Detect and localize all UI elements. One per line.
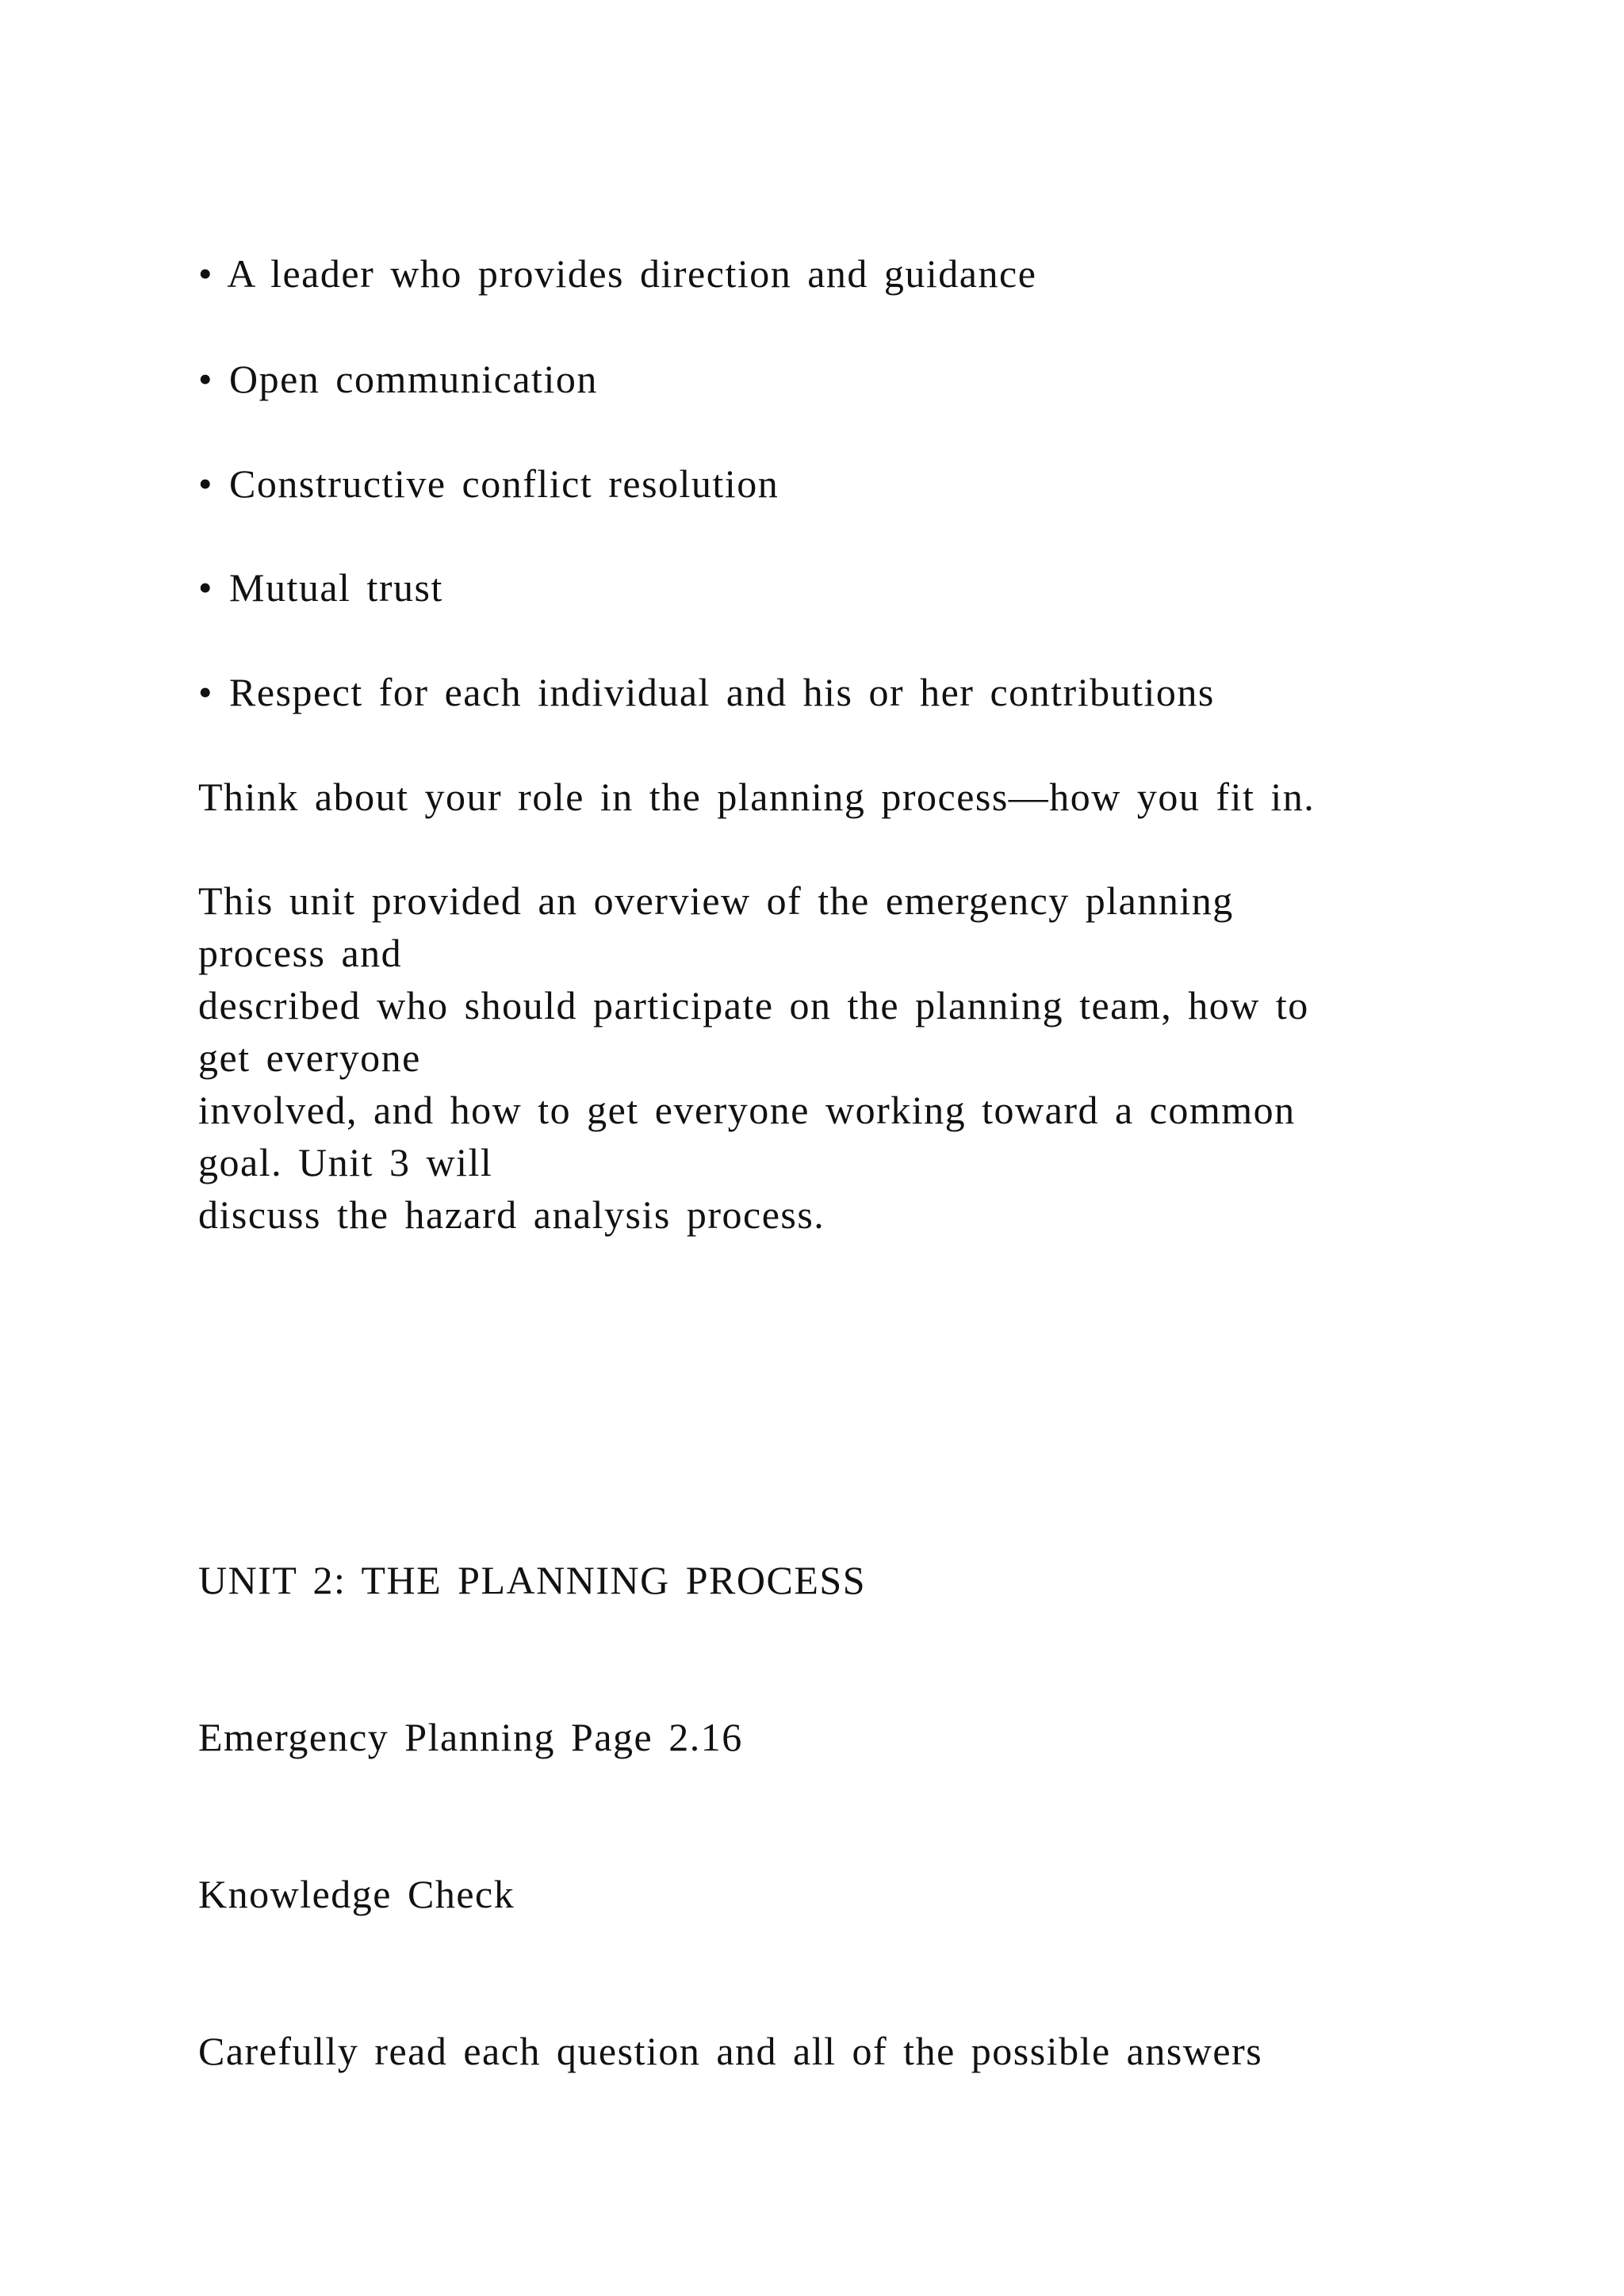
summary-line: get everyone [198, 1035, 421, 1080]
summary-line: discuss the hazard analysis process. [198, 1192, 825, 1237]
summary-line: described who should participate on the planning team, how to [198, 983, 1309, 1027]
page-footer-label: Emergency Planning Page 2.16 [198, 1715, 743, 1759]
summary-line: process and [198, 931, 403, 975]
bullet-item-conflict-resolution: • Constructive conflict resolution [198, 461, 779, 506]
summary-line: involved, and how to get everyone working toward a common [198, 1088, 1296, 1132]
bullet-item-leader: • A leader who provides direction and guidance [198, 251, 1037, 296]
summary-line: This unit provided an overview of the emergency planning [198, 878, 1234, 923]
role-paragraph: Think about your role in the planning process—how you fit in. [198, 775, 1316, 819]
bullet-item-respect: • Respect for each individual and his or her contributions [198, 670, 1215, 714]
instruction-text: Carefully read each question and all of the possible answers [198, 2029, 1263, 2073]
unit-heading: UNIT 2: THE PLANNING PROCESS [198, 1558, 867, 1602]
bullet-item-mutual-trust: • Mutual trust [198, 565, 443, 610]
bullet-item-communication: • Open communication [198, 357, 598, 401]
section-title: Knowledge Check [198, 1872, 515, 1916]
summary-line: goal. Unit 3 will [198, 1140, 493, 1184]
